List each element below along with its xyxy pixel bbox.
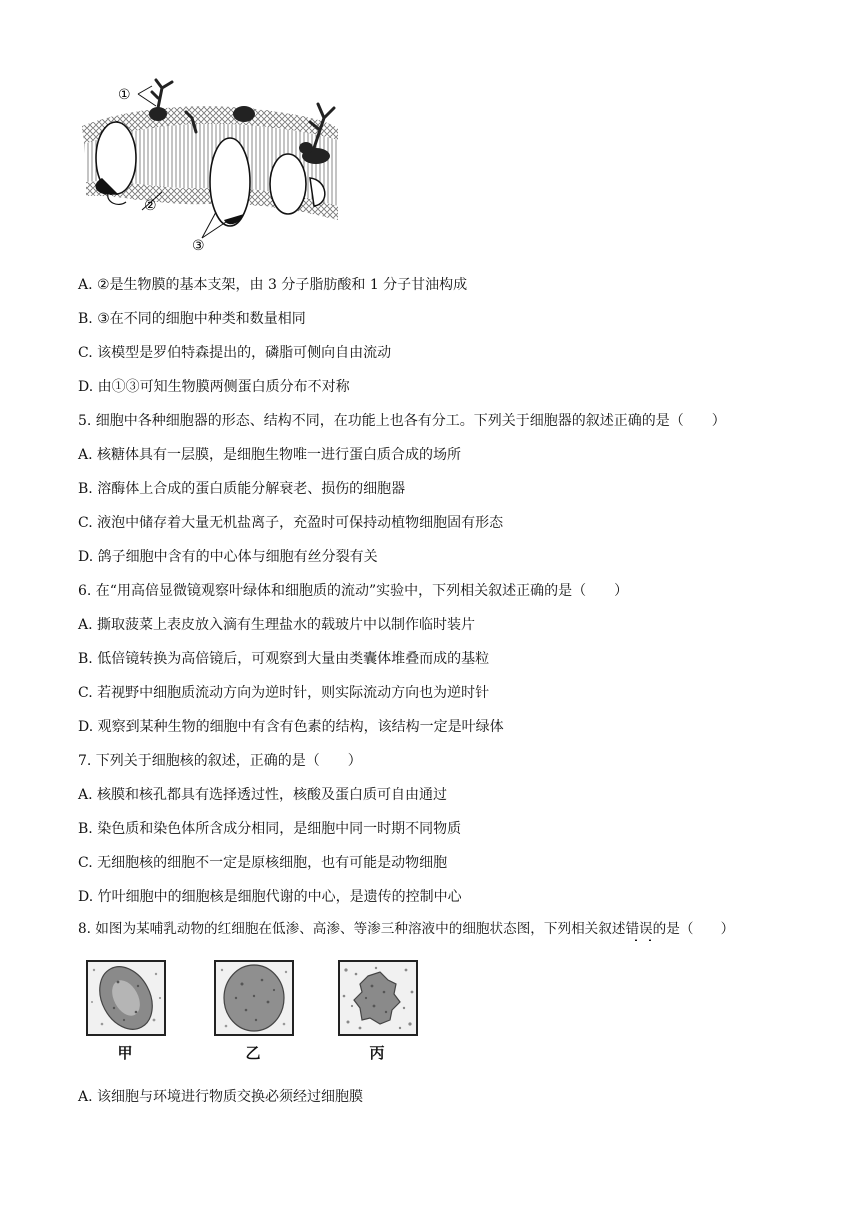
cell-jia	[86, 960, 170, 1063]
q4-option-d: D. 由①③可知生物膜两侧蛋白质分布不对称	[78, 379, 350, 395]
q7-option-b: B. 染色质和染色体所含成分相同，是细胞中同一时期不同物质	[78, 821, 462, 837]
membrane-diagram	[78, 74, 342, 252]
q4-option-b: B. ③在不同的细胞中种类和数量相同	[78, 311, 306, 327]
marker-3: ③	[192, 238, 205, 252]
q5-option-c: C. 液泡中储存着大量无机盐离子，充盈时可保持动植物细胞固有形态	[78, 515, 504, 531]
q7-option-c: C. 无细胞核的细胞不一定是原核细胞，也有可能是动物细胞	[78, 855, 448, 871]
cell-bing	[338, 960, 422, 1063]
marker-2: ②	[144, 198, 157, 214]
q8-stem: 8. 如图为某哺乳动物的红细胞在低渗、高渗、等渗三种溶液中的细胞状态图，下列相关叙述错误的是（ ）	[78, 921, 735, 937]
q4-option-c: C. 该模型是罗伯特森提出的，磷脂可侧向自由流动	[78, 345, 392, 361]
q8-option-a: A. 该细胞与环境进行物质交换必须经过细胞膜	[78, 1089, 364, 1105]
q8-emphasis: 错误	[625, 921, 653, 937]
q6-stem: 6. 在“用高倍显微镜观察叶绿体和细胞质的流动”实验中，下列相关叙述正确的是（ ）	[78, 583, 629, 599]
q6-option-b: B. 低倍镜转换为高倍镜后，可观察到大量由类囊体堆叠而成的基粒	[78, 651, 490, 667]
q6-option-c: C. 若视野中细胞质流动方向为逆时针，则实际流动方向也为逆时针	[78, 685, 490, 701]
label-bing: 丙	[369, 1044, 385, 1062]
q6-option-a: A. 撕取菠菜上表皮放入滴有生理盐水的载玻片中以制作临时装片	[78, 617, 476, 633]
label-yi: 乙	[245, 1044, 261, 1062]
q4-option-a: A. ②是生物膜的基本支架，由 3 分子脂肪酸和 1 分子甘油构成	[78, 277, 468, 293]
q5-option-d: D. 鸽子细胞中含有的中心体与细胞有丝分裂有关	[78, 549, 378, 565]
q5-option-a: A. 核糖体具有一层膜，是细胞生物唯一进行蛋白质合成的场所	[78, 447, 462, 463]
q7-option-a: A. 核膜和核孔都具有选择透过性，核酸及蛋白质可自由通过	[78, 787, 448, 803]
label-jia: 甲	[117, 1044, 133, 1062]
q6-option-d: D. 观察到某种生物的细胞中有含有色素的结构，该结构一定是叶绿体	[78, 719, 504, 735]
marker-1: ①	[118, 87, 131, 103]
q7-stem: 7. 下列关于细胞核的叙述，正确的是（ ）	[78, 753, 362, 769]
q7-option-d: D. 竹叶细胞中的细胞核是细胞代谢的中心，是遗传的控制中心	[78, 889, 462, 905]
protein-right	[270, 154, 306, 214]
q5-stem: 5. 细胞中各种细胞器的形态、结构不同，在功能上也各有分工。下列关于细胞器的叙述正确的是（ ）	[78, 413, 726, 429]
q5-option-b: B. 溶酶体上合成的蛋白质能分解衰老、损伤的细胞器	[78, 481, 406, 497]
cell-yi	[214, 960, 298, 1063]
